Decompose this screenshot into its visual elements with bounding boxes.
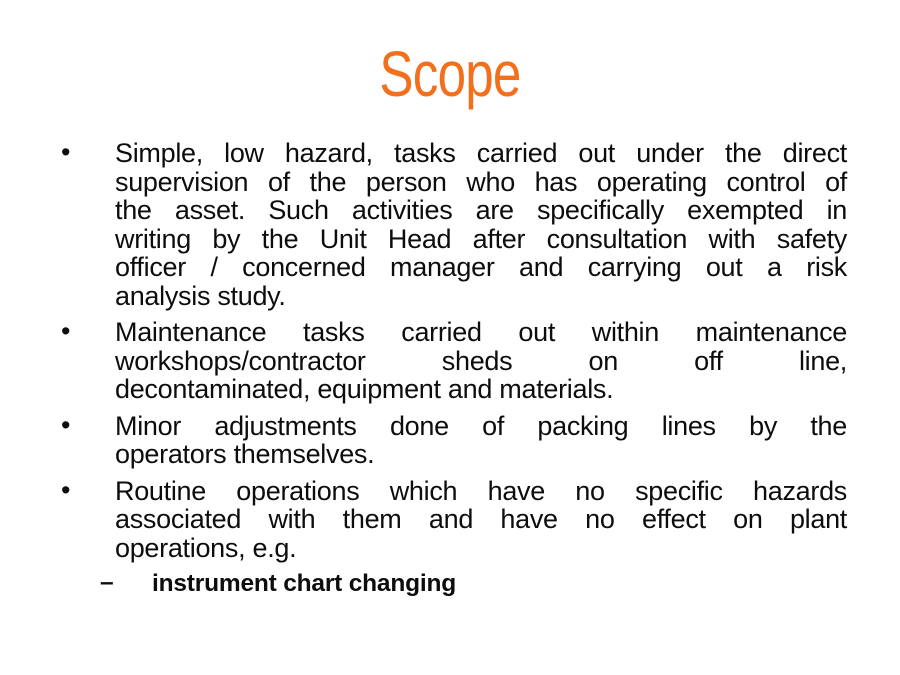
bullet-icon: • [61,316,71,346]
bullet-line: workshops/contractor sheds on off line, [115,345,847,376]
slide-body [55,139,847,598]
dash-icon: – [100,569,114,596]
slide-title: Scope [379,38,521,110]
sub-bullet-item [55,570,847,598]
bullet-line: analysis study. [115,280,286,311]
bullet-item [55,318,847,404]
bullet-line: supervision of the person who has operating control of [115,166,847,197]
bullet-item [55,139,847,310]
bullet-item [55,409,847,469]
bullet-line: the asset. Such activities are specifically exempted in [115,195,847,225]
bullet-line: associated with them and have no effect on plant [115,504,847,534]
bullet-icon: • [61,137,71,167]
bullet-line: Routine operations which have no specific hazards [115,475,847,506]
sub-bullet-text: instrument chart changing [152,570,457,597]
bullet-line: operators themselves. [115,439,375,469]
bullet-icon: • [61,409,71,440]
bullet-item [55,474,847,563]
bullet-line: Maintenance tasks carried out within maintenance [115,317,847,347]
bullet-line: operations, e.g. [115,532,297,563]
bullet-line: writing by the Unit Head after consultation with safety [115,223,847,254]
bullet-line: decontaminated, equipment and materials. [115,374,614,404]
bullet-line: Minor adjustments done of packing lines by the [115,410,847,441]
bullet-line: Simple, low hazard, tasks carried out under the direct [115,138,847,168]
bullet-icon: • [61,474,71,505]
bullet-line: officer / concerned manager and carrying out a risk [115,252,847,282]
